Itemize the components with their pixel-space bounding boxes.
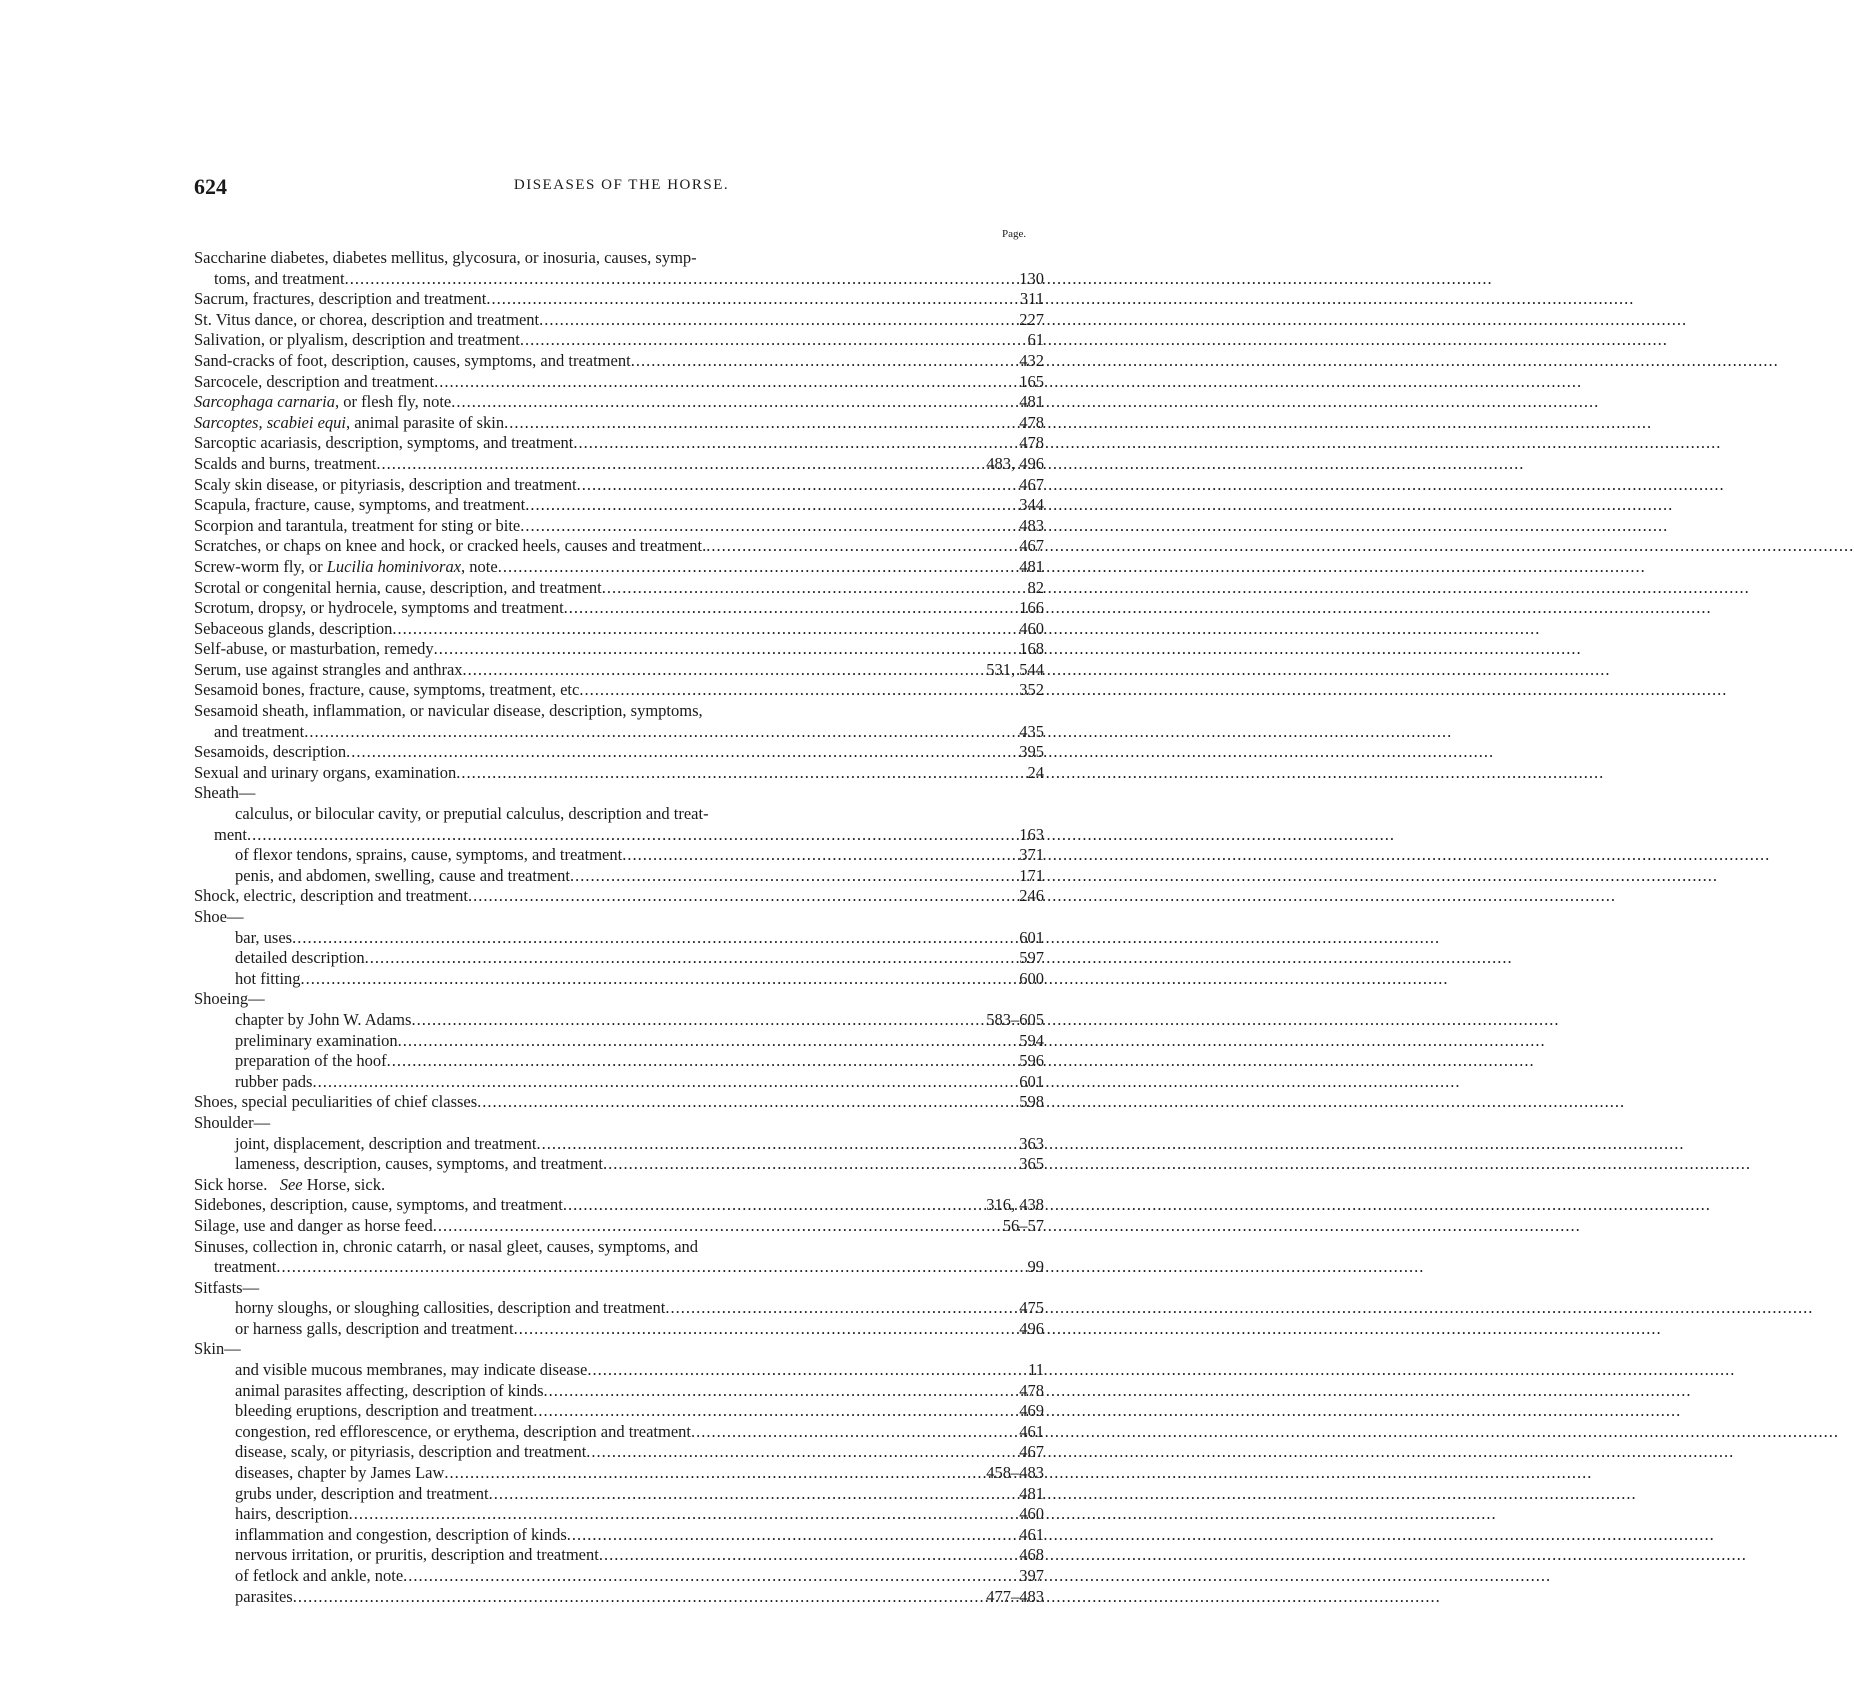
term-text: , note: [461, 556, 498, 576]
entry-term: [194, 289, 486, 310]
dot-leader: [603, 1154, 954, 1175]
index-entry: [194, 1525, 1044, 1546]
term-text: Sebaceous glands, description: [194, 618, 393, 638]
entry-page: 478: [1019, 412, 1044, 432]
index-entry: [194, 845, 1044, 866]
entry-term: [235, 1072, 312, 1093]
term-text: detailed description: [235, 948, 365, 968]
dot-leader: [387, 1051, 954, 1072]
term-text: bar, uses: [235, 927, 293, 947]
dot-leader: [665, 1298, 954, 1319]
term-text: Shock, electric, description and treatment: [194, 886, 468, 906]
index-entry: [194, 578, 1044, 599]
dot-leader: [599, 1545, 954, 1566]
term-text: Scrotum, dropsy, or hydrocele, symptoms and treatment: [194, 598, 564, 618]
entry-continuation: and treatment: [214, 721, 305, 741]
entry-term: [194, 598, 564, 619]
entry-term: [194, 330, 520, 351]
index-entry: [194, 1072, 1044, 1093]
index-entry: [194, 1566, 1044, 1587]
entry-term: [194, 392, 451, 413]
dot-leader: [631, 351, 954, 372]
dot-leader: [463, 660, 954, 681]
term-text: preliminary examination: [235, 1030, 398, 1050]
dot-leader: [544, 1381, 954, 1402]
entry-term: [235, 866, 570, 887]
dot-leader: [586, 1442, 954, 1463]
dot-leader: [312, 1072, 954, 1093]
entry-page: 467: [1019, 536, 1044, 556]
index-entry: [194, 475, 1044, 496]
term-text: Scratches, or chaps on knee and hock, or cracked heels, causes and treatment.: [194, 536, 707, 556]
entry-term: [214, 269, 345, 290]
entry-page: 344: [1019, 495, 1044, 515]
entry-page: 481: [1019, 556, 1044, 576]
dot-leader: [567, 1525, 954, 1546]
term-text: and visible mucous membranes, may indicate disease: [235, 1360, 588, 1380]
dot-leader: [434, 639, 954, 660]
entry-term: [194, 433, 573, 454]
index-entry: [194, 1010, 1044, 1031]
entry-page: 316, 438: [986, 1195, 1044, 1215]
entry-page: 478: [1019, 1380, 1044, 1400]
entry-page: 168: [1019, 639, 1044, 659]
entry-page: 467: [1019, 474, 1044, 494]
see-target: Horse, sick.: [306, 1174, 386, 1194]
entry-term: [235, 948, 365, 969]
dot-leader: [498, 557, 954, 578]
term-text: Scalds and burns, treatment: [194, 453, 377, 473]
dot-leader: [451, 392, 954, 413]
dot-leader: [520, 330, 954, 351]
index-entry: [194, 1195, 1044, 1216]
entry-page: 352: [1019, 680, 1044, 700]
term-text: Sesamoids, description: [194, 742, 347, 762]
entry-page: 483: [1019, 515, 1044, 535]
index-heading: Shoulder—: [194, 1112, 271, 1132]
index-entry: [194, 372, 1044, 393]
entry-page: 56–57: [1002, 1215, 1044, 1235]
entry-term: [235, 1010, 411, 1031]
index-entry: [194, 330, 1044, 351]
entry-term: [194, 516, 520, 537]
dot-leader: [276, 1257, 954, 1278]
index-entry: [194, 928, 1044, 949]
entry-page: 171: [1019, 865, 1044, 885]
entry-term: [194, 351, 631, 372]
index-entry-line: Sesamoid sheath, inflammation, or navicular disease, description, symptoms,: [194, 701, 703, 721]
index-entry: [194, 722, 1044, 743]
entry-page: 600: [1019, 968, 1044, 988]
see-word: See: [279, 1174, 303, 1194]
index-entry: [194, 1216, 1044, 1237]
entry-page: 458–483: [986, 1463, 1044, 1483]
index-entry: [194, 1257, 1044, 1278]
entry-term: [194, 475, 577, 496]
dot-leader: [577, 475, 954, 496]
index-entry: [194, 1298, 1044, 1319]
entry-term: [194, 680, 579, 701]
dot-leader: [376, 454, 954, 475]
term-text: penis, and abdomen, swelling, cause and treatment: [235, 865, 570, 885]
term-text: Serum, use against strangles and anthrax: [194, 659, 463, 679]
entry-term: [235, 1154, 603, 1175]
entry-term: [194, 536, 706, 557]
index-entry: [194, 495, 1044, 516]
entry-term: [214, 722, 304, 743]
index-entry: [194, 269, 1044, 290]
entry-page: 469: [1019, 1401, 1044, 1421]
entry-page: 496: [1019, 1318, 1044, 1338]
entry-page: 483, 496: [986, 453, 1044, 473]
index-entry: [194, 1319, 1044, 1340]
entry-page: 432: [1019, 350, 1044, 370]
index-heading: Skin—: [194, 1339, 241, 1359]
entry-term: [194, 619, 392, 640]
entry-term: [194, 1195, 563, 1216]
term-text: bleeding eruptions, description and treatment: [235, 1401, 534, 1421]
dot-leader: [301, 969, 954, 990]
entry-term: [235, 1134, 537, 1155]
entry-term: [235, 1566, 403, 1587]
entry-term: [194, 454, 376, 475]
index-entry: [194, 454, 1044, 475]
entry-page: 435: [1019, 721, 1044, 741]
dot-leader: [579, 680, 954, 701]
term-text: Sarcocele, description and treatment: [194, 371, 435, 391]
entry-term: [194, 763, 456, 784]
entry-page: 478: [1019, 433, 1044, 453]
entry-term: [194, 372, 434, 393]
index-entry: [194, 351, 1044, 372]
entry-page: 130: [1019, 268, 1044, 288]
term-text: chapter by John W. Adams: [235, 1009, 412, 1029]
dot-leader: [456, 763, 954, 784]
page-header: [194, 174, 1049, 204]
term-text: animal parasites affecting, description of kinds: [235, 1380, 544, 1400]
index-entry: [194, 289, 1044, 310]
index-entry: [194, 598, 1044, 619]
term-text: parasites: [235, 1586, 293, 1606]
term-text: Sarcoptic acariasis, description, symptoms, and treatment: [194, 433, 574, 453]
entry-term: [214, 825, 247, 846]
page-number: 624: [194, 174, 227, 199]
entry-page: 594: [1019, 1030, 1044, 1050]
term-text: joint, displacement, description and treatment: [235, 1133, 537, 1153]
dot-leader: [477, 1092, 954, 1113]
entry-page: 583–605: [986, 1009, 1044, 1029]
term-text: Sesamoid bones, fracture, cause, symptoms, treatment, etc: [194, 680, 580, 700]
index-entry: [194, 413, 1044, 434]
term-text: or harness galls, description and treatment: [235, 1318, 514, 1338]
index-entry: [194, 619, 1044, 640]
entry-continuation: ment: [214, 824, 247, 844]
entry-term: [235, 1587, 293, 1608]
entry-term: [214, 1257, 276, 1278]
entry-term: [235, 1463, 444, 1484]
entry-term: [235, 1484, 489, 1505]
dot-leader: [622, 845, 954, 866]
entry-page: 11: [1028, 1360, 1044, 1380]
dot-leader: [570, 866, 954, 887]
dot-leader: [403, 1566, 954, 1587]
index-entry: [194, 1422, 1044, 1443]
entry-continuation: toms, and treatment: [214, 268, 345, 288]
entry-page: 598: [1019, 1092, 1044, 1112]
index-entry-line: calculus, or bilocular cavity, or preputial calculus, description and treat-: [235, 804, 709, 824]
dot-leader: [292, 928, 954, 949]
entry-term: [235, 1319, 514, 1340]
index-entry: [194, 1484, 1044, 1505]
term-text: horny sloughs, or sloughing callosities, description and treatment: [235, 1298, 666, 1318]
term-italic: Sarcoptes, scabiei equi: [194, 412, 346, 432]
dot-leader: [587, 1360, 954, 1381]
term-text: , or flesh fly, note: [335, 392, 452, 412]
dot-leader: [489, 1484, 954, 1505]
index-entry: [194, 1092, 1044, 1113]
entry-page: 481: [1019, 1483, 1044, 1503]
index-entry: [194, 392, 1044, 413]
entry-term: [235, 1504, 349, 1525]
index-entry: [194, 948, 1044, 969]
page-column-heading: Page.: [1002, 228, 1027, 240]
term-text: Sexual and urinary organs, examination: [194, 762, 457, 782]
term-text: diseases, chapter by James Law: [235, 1463, 445, 1483]
index-entry: [194, 680, 1044, 701]
entry-term: [235, 969, 301, 990]
index-entry: [194, 825, 1044, 846]
term-text: rubber pads: [235, 1071, 313, 1091]
term-text: Sidebones, description, cause, symptoms, and treatment: [194, 1195, 563, 1215]
index-heading: Shoeing—: [194, 989, 265, 1009]
entry-term: Sick horse.: [194, 1174, 268, 1194]
dot-leader: [345, 269, 954, 290]
term-italic: Sarcophaga carnaria: [194, 392, 336, 412]
index-entry: [194, 310, 1044, 331]
dot-leader: [349, 1504, 954, 1525]
term-text: St. Vitus dance, or chorea, description and treatment: [194, 309, 540, 329]
entry-page: 597: [1019, 948, 1044, 968]
term-text: congestion, red efflorescence, or erythema, description and treatment: [235, 1421, 692, 1441]
dot-leader: [398, 1031, 954, 1052]
dot-leader: [602, 578, 954, 599]
entry-page: 461: [1019, 1421, 1044, 1441]
dot-leader: [514, 1319, 954, 1340]
entry-page: 481: [1019, 392, 1044, 412]
index-entry: [194, 1031, 1044, 1052]
dot-leader: [444, 1463, 954, 1484]
dot-leader: [392, 619, 954, 640]
index-entry: [194, 1463, 1044, 1484]
entry-page: 163: [1019, 824, 1044, 844]
entry-term: [194, 1092, 477, 1113]
dot-leader: [434, 372, 954, 393]
entry-term: [235, 1401, 533, 1422]
index-entry-line: Saccharine diabetes, diabetes mellitus, glycosura, or inosuria, causes, symp-: [194, 248, 697, 267]
dot-leader: [468, 886, 954, 907]
entry-term: [194, 639, 434, 660]
dot-leader: [504, 413, 954, 434]
entry-continuation: treatment: [214, 1257, 277, 1277]
term-text: hairs, description: [235, 1504, 349, 1524]
index-entry: [194, 1504, 1044, 1525]
entry-page: 365: [1019, 1154, 1044, 1174]
running-title: DISEASES OF THE HORSE.: [513, 177, 730, 193]
dot-leader: [533, 1401, 954, 1422]
entry-term: [194, 310, 539, 331]
index-entry: [194, 639, 1044, 660]
term-text: Scrotal or congenital hernia, cause, description, and treatment: [194, 577, 602, 597]
term-text: Sacrum, fractures, description and treatment: [194, 289, 487, 309]
term-text: Scorpion and tarantula, treatment for sting or bite: [194, 515, 521, 535]
dot-leader: [691, 1422, 954, 1443]
index-entry: [194, 433, 1044, 454]
dot-leader: [304, 722, 954, 743]
entry-page: 531, 544: [986, 659, 1044, 679]
entry-page: 397: [1019, 1566, 1044, 1585]
term-text: preparation of the hoof: [235, 1051, 387, 1071]
entry-page: 475: [1019, 1298, 1044, 1318]
dot-leader: [706, 536, 954, 557]
term-text: nervous irritation, or pruritis, description and treatment: [235, 1545, 599, 1565]
entry-page: 395: [1019, 742, 1044, 762]
dot-leader: [539, 310, 954, 331]
index-entry: [194, 1545, 1044, 1566]
entry-page: 468: [1019, 1545, 1044, 1565]
term-text: Screw-worm fly, or: [194, 556, 327, 576]
index-entry: [194, 763, 1044, 784]
entry-page: 24: [1027, 762, 1044, 782]
index-entry-line: Sinuses, collection in, chronic catarrh, or nasal gleet, causes, symptoms, and: [194, 1236, 699, 1256]
index-list: [194, 248, 1044, 1607]
term-text: , animal parasite of skin: [345, 412, 505, 432]
dot-leader: [433, 1216, 954, 1237]
entry-term: [235, 1442, 586, 1463]
entry-term: [235, 1031, 398, 1052]
entry-page: 477–483: [986, 1586, 1044, 1606]
index-heading: Sheath—: [194, 783, 256, 803]
index-entry: [194, 1401, 1044, 1422]
entry-page: 601: [1019, 927, 1044, 947]
entry-term: [194, 413, 504, 434]
dot-leader: [411, 1010, 954, 1031]
entry-term: [235, 928, 292, 949]
entry-page: 61: [1027, 330, 1044, 350]
term-text: disease, scaly, or pityriasis, description and treatment: [235, 1442, 587, 1462]
entry-term: [194, 742, 346, 763]
entry-page: 246: [1019, 886, 1044, 906]
index-entry: [194, 1360, 1044, 1381]
entry-term: [235, 845, 622, 866]
term-italic: Lucilia hominivorax: [326, 556, 462, 576]
term-text: Scaly skin disease, or pityriasis, description and treatment: [194, 474, 577, 494]
dot-leader: [537, 1134, 955, 1155]
entry-term: [235, 1525, 567, 1546]
entry-page: 311: [1019, 289, 1044, 309]
dot-leader: [525, 495, 954, 516]
dot-leader: [563, 1195, 954, 1216]
index-entry: [194, 1154, 1044, 1175]
index-heading: Sitfasts—: [194, 1277, 260, 1297]
dot-leader: [346, 742, 954, 763]
entry-page: 82: [1027, 577, 1044, 597]
entry-page: 165: [1019, 371, 1044, 391]
term-text: of flexor tendons, sprains, cause, symptoms, and treatment: [235, 845, 623, 865]
entry-page: 371: [1019, 845, 1044, 865]
entry-page: 460: [1019, 618, 1044, 638]
entry-term: [235, 1381, 544, 1402]
entry-page: 601: [1019, 1071, 1044, 1091]
entry-term: [235, 1545, 599, 1566]
dot-leader: [564, 598, 954, 619]
term-text: of fetlock and ankle, note: [235, 1566, 404, 1585]
term-text: lameness, description, causes, symptoms, and treatment: [235, 1154, 603, 1174]
entry-term: [235, 1422, 691, 1443]
dot-leader: [365, 948, 954, 969]
index-entry: [194, 1587, 1044, 1608]
entry-term: [235, 1360, 587, 1381]
index-entry: [194, 536, 1044, 557]
entry-page: 166: [1019, 598, 1044, 618]
entry-term: [194, 1216, 433, 1237]
index-entry: [194, 969, 1044, 990]
term-text: Silage, use and danger as horse feed: [194, 1215, 433, 1235]
index-cross-reference: [194, 1175, 1044, 1196]
entry-term: [194, 886, 468, 907]
entry-term: [235, 1051, 387, 1072]
entry-term: [194, 557, 498, 578]
entry-page: 467: [1019, 1442, 1044, 1462]
entry-page: 99: [1027, 1257, 1044, 1277]
index-entry: [194, 866, 1044, 887]
entry-term: [194, 578, 602, 599]
dot-leader: [520, 516, 954, 537]
index-entry: [194, 660, 1044, 681]
index-entry: [194, 1381, 1044, 1402]
term-text: inflammation and congestion, description of kinds: [235, 1524, 567, 1544]
dot-leader: [247, 825, 954, 846]
entry-page: 460: [1019, 1504, 1044, 1524]
index-entry: [194, 742, 1044, 763]
entry-term: [194, 660, 463, 681]
entry-page: 363: [1019, 1133, 1044, 1153]
index-entry: [194, 557, 1044, 578]
entry-term: [235, 1298, 665, 1319]
entry-page: 596: [1019, 1051, 1044, 1071]
entry-page: 461: [1019, 1524, 1044, 1544]
term-text: Shoes, special peculiarities of chief classes: [194, 1092, 478, 1112]
dot-leader: [293, 1587, 954, 1608]
dot-leader: [486, 289, 954, 310]
entry-page: 227: [1019, 309, 1044, 329]
index-entry: [194, 886, 1044, 907]
term-text: hot fitting: [235, 968, 301, 988]
term-text: grubs under, description and treatment: [235, 1483, 489, 1503]
index-entry: [194, 1134, 1044, 1155]
term-text: Scapula, fracture, cause, symptoms, and treatment: [194, 495, 526, 515]
index-heading: Shoe—: [194, 907, 244, 926]
index-entry: [194, 1442, 1044, 1463]
entry-term: [194, 495, 525, 516]
dot-leader: [573, 433, 954, 454]
index-entry: [194, 516, 1044, 537]
term-text: Sand-cracks of foot, description, causes, symptoms, and treatment: [194, 350, 631, 370]
index-entry: [194, 1051, 1044, 1072]
term-text: Salivation, or plyalism, description and treatment: [194, 330, 520, 350]
term-text: Self-abuse, or masturbation, remedy: [194, 639, 434, 659]
